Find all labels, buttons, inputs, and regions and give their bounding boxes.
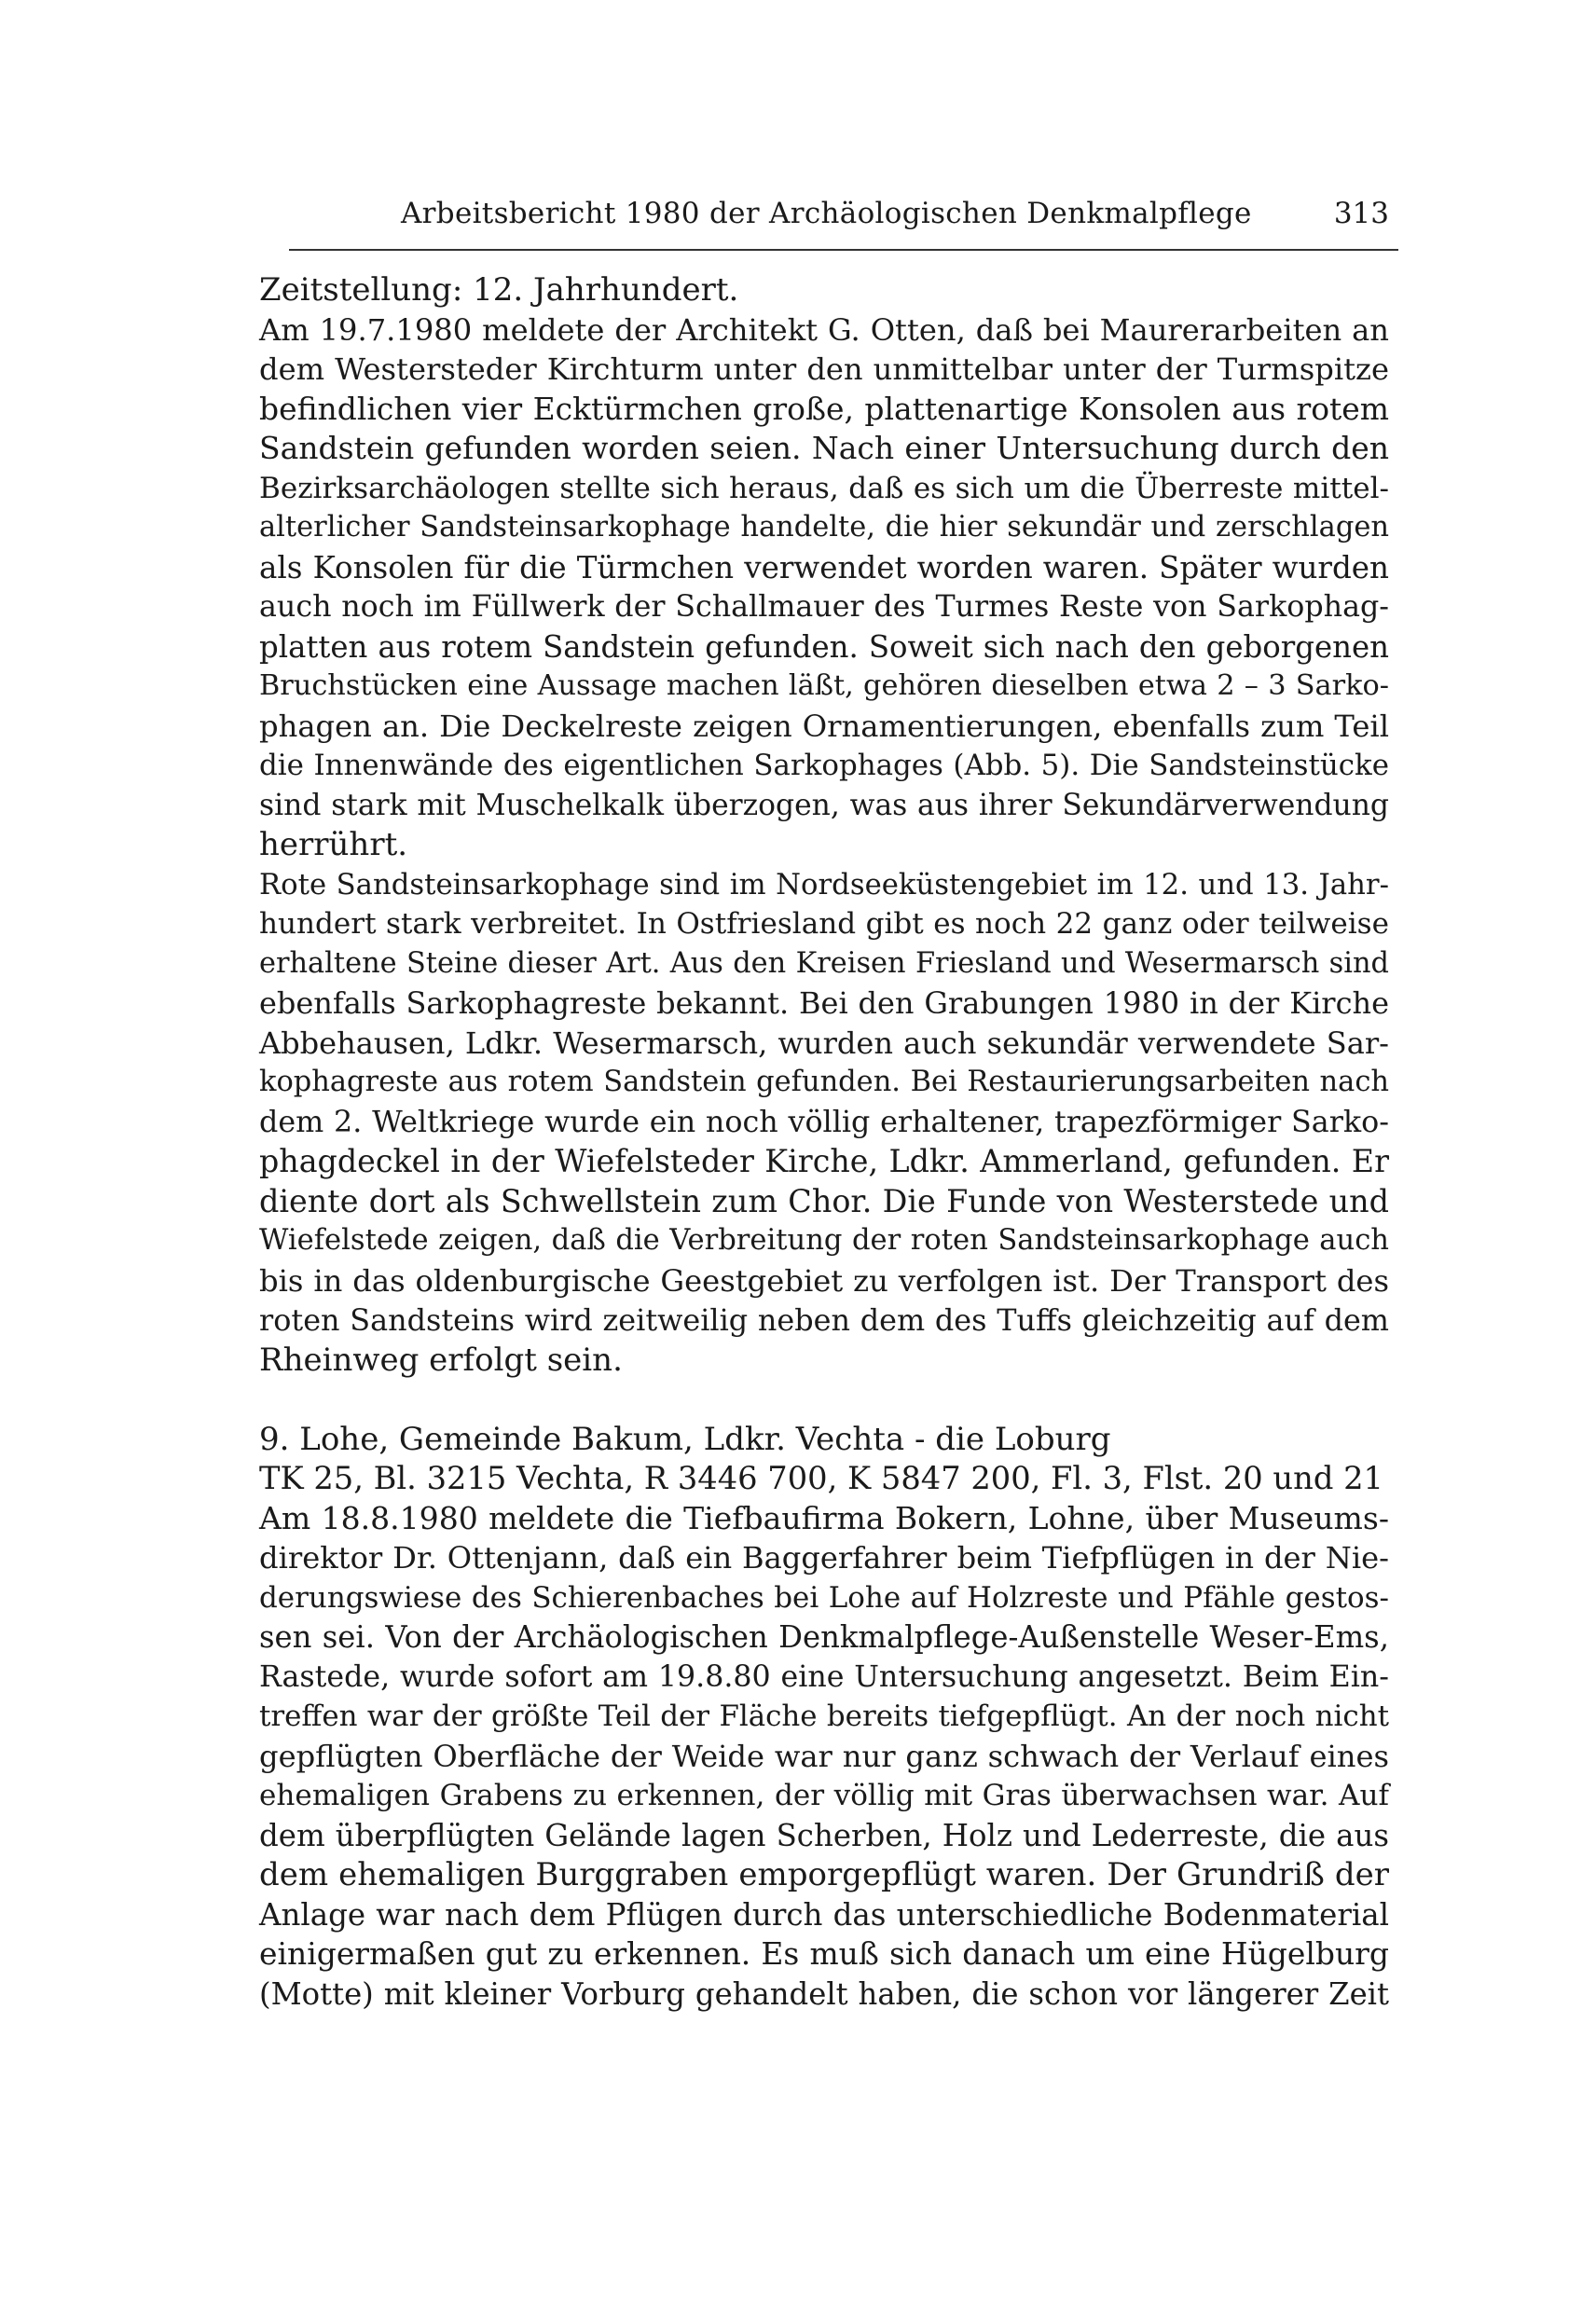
text-line: roten Sandsteins wird zeitweilig neben dem des Tuffs gleichzeitig auf dem bbox=[259, 1302, 1389, 1338]
text-line: einigermaßen gut zu erkennen. Es muß sich danach um eine Hügelburg bbox=[259, 1935, 1389, 1972]
text-line: Bezirksarchäologen stellte sich heraus, daß es sich um die Überreste mittel- bbox=[259, 471, 1389, 505]
text-line: hundert stark verbreitet. In Ostfriesland gibt es noch 22 ganz oder teilweise bbox=[259, 907, 1389, 941]
text-line: Am 19.7.1980 meldete der Architekt G. Otten, daß bei Maurerarbeiten an bbox=[259, 311, 1389, 348]
text-line: treffen war der größte Teil der Fläche bereits tiefgepflügt. An der noch nicht bbox=[259, 1700, 1389, 1733]
text-line: Abbehausen, Ldkr. Wesermarsch, wurden auch sekundär verwendete Sar- bbox=[259, 1025, 1389, 1061]
text-line: dem 2. Weltkriege wurde ein noch völlig erhaltener, trapezförmiger Sarko- bbox=[259, 1105, 1389, 1139]
text-line: dem ehemaligen Burggraben emporgepflügt waren. Der Grundriß der bbox=[259, 1856, 1389, 1893]
text-line: derungswiese des Schierenbaches bei Lohe auf Holzreste und Pfähle gestos- bbox=[259, 1580, 1389, 1615]
text-line: ehemaligen Grabens zu erkennen, der völlig mit Gras überwachsen war. Auf bbox=[259, 1779, 1389, 1812]
text-line: Bruchstücken eine Aussage machen läßt, gehören dieselben etwa 2 – 3 Sarko- bbox=[259, 669, 1389, 702]
text-line: auch noch im Füllwerk der Schallmauer des Turmes Reste von Sarkophag- bbox=[259, 590, 1389, 624]
text-line: 9. Lohe, Gemeinde Bakum, Ldkr. Vechta - die Loburg bbox=[259, 1420, 1111, 1458]
text-line: phagdeckel in der Wiefelsteder Kirche, Ldkr. Ammerland, gefunden. Er bbox=[259, 1143, 1389, 1179]
running-header-title: Arbeitsbericht 1980 der Archäologischen Denkmalpflege bbox=[401, 197, 1252, 230]
text-line: Rote Sandsteinsarkophage sind im Nordseeküstengebiet im 12. und 13. Jahr- bbox=[259, 867, 1389, 901]
body-text bbox=[259, 270, 1389, 2014]
paragraph-spacer bbox=[259, 1380, 1389, 1420]
text-line: platten aus rotem Sandstein gefunden. Soweit sich nach den geborgenen bbox=[259, 628, 1389, 665]
text-line: direktor Dr. Ottenjann, daß ein Baggerfahrer beim Tiefpflügen in der Nie- bbox=[259, 1540, 1389, 1576]
text-line: Rastede, wurde sofort am 19.8.80 eine Untersuchung angesetzt. Beim Ein- bbox=[259, 1659, 1389, 1694]
text-line: sind stark mit Muschelkalk überzogen, was aus ihrer Sekundärverwendung bbox=[259, 788, 1389, 822]
text-line: alterlicher Sandsteinsarkophage handelte, die hier sekundär und zerschlagen bbox=[259, 511, 1389, 544]
text-line: bis in das oldenburgische Geestgebiet zu verfolgen ist. Der Transport des bbox=[259, 1262, 1389, 1299]
text-line: diente dort als Schwellstein zum Chor. Die Funde von Westerstede und bbox=[259, 1182, 1389, 1219]
text-line: dem überpflügten Gelände lagen Scherben, Holz und Lederreste, die aus bbox=[259, 1817, 1389, 1853]
text-line: Wiefelstede zeigen, daß die Verbreitung der roten Sandsteinsarkophage auch bbox=[259, 1224, 1389, 1257]
text-line: Zeitstellung: 12. Jahrhundert. bbox=[259, 271, 739, 309]
text-line: Am 18.8.1980 meldete die Tiefbaufirma Bokern, Lohne, über Museums- bbox=[259, 1499, 1389, 1536]
text-line: (Motte) mit kleiner Vorburg gehandelt haben, die schon vor längerer Zeit bbox=[259, 1975, 1389, 2012]
text-line: erhaltene Steine dieser Art. Aus den Kreisen Friesland und Wesermarsch sind bbox=[259, 946, 1389, 980]
page-number: 313 bbox=[1333, 197, 1389, 230]
text-line: phagen an. Die Deckelreste zeigen Ornamentierungen, ebenfalls zum Teil bbox=[259, 708, 1389, 744]
text-line: kophagreste aus rotem Sandstein gefunden. Bei Restaurierungsarbeiten nach bbox=[259, 1066, 1389, 1098]
text-line: die Innenwände des eigentlichen Sarkophages (Abb. 5). Die Sandsteinstücke bbox=[259, 749, 1389, 782]
text-line: Sandstein gefunden worden seien. Nach einer Untersuchung durch den bbox=[259, 430, 1389, 466]
text-line: Rheinweg erfolgt sein. bbox=[259, 1341, 623, 1379]
text-line: befindlichen vier Ecktürmchen große, plattenartige Konsolen aus rotem bbox=[259, 390, 1389, 427]
text-line: ebenfalls Sarkophagreste bekannt. Bei den Grabungen 1980 in der Kirche bbox=[259, 985, 1389, 1021]
text-line: Anlage war nach dem Pflügen durch das unterschiedliche Bodenmaterial bbox=[259, 1896, 1389, 1933]
running-header bbox=[289, 191, 1398, 247]
header-rule bbox=[289, 249, 1398, 251]
text-line: herrührt. bbox=[259, 826, 408, 863]
text-line: als Konsolen für die Türmchen verwendet worden waren. Später wurden bbox=[259, 549, 1389, 585]
text-line: dem Westersteder Kirchturm unter den unmittelbar unter der Turmspitze bbox=[259, 351, 1389, 387]
text-line: TK 25, Bl. 3215 Vechta, R 3446 700, K 5847 200, Fl. 3, Flst. 20 und 21 bbox=[259, 1460, 1383, 1496]
text-line: gepflügten Oberfläche der Weide war nur ganz schwach der Verlauf eines bbox=[259, 1738, 1389, 1774]
text-line: sen sei. Von der Archäologischen Denkmalpflege-Außenstelle Weser-Ems, bbox=[259, 1619, 1389, 1655]
